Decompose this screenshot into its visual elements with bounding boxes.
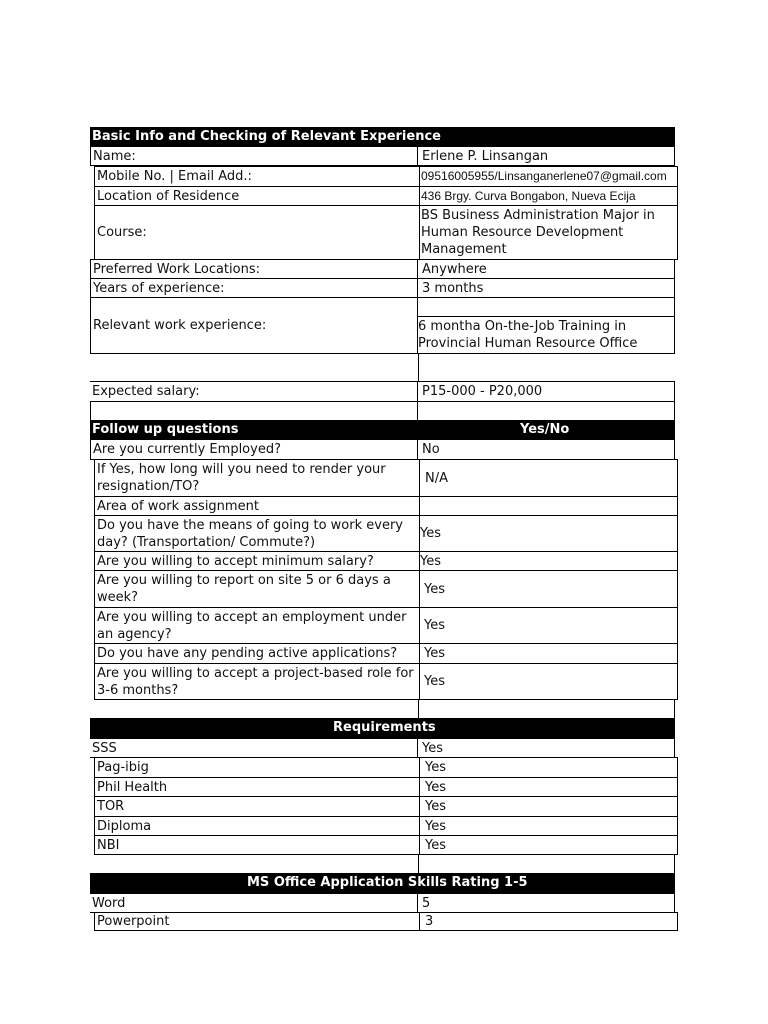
- basic-info-header: [90, 127, 675, 146]
- blank-row-divider: [418, 699, 419, 719]
- locations-label: Preferred Work Locations:: [90, 259, 418, 279]
- followup-answer: Yes: [419, 643, 678, 664]
- salary-blank-left: [90, 401, 418, 421]
- course-value: BS Business Administration Major in Human Resource Development Management: [419, 205, 678, 260]
- followup-answer: Yes: [419, 607, 678, 644]
- blank-row-divider: [418, 854, 419, 874]
- residence-label: Location of Residence: [94, 186, 420, 206]
- skill-rating: 5: [417, 893, 675, 913]
- contact-label: Mobile No. | Email Add.:: [94, 166, 420, 187]
- followup-question: Do you have any pending active applications?: [94, 643, 420, 664]
- requirements-header: [90, 718, 675, 738]
- followup-question: Do you have the means of going to work every day? (Transportation/ Commute?): [94, 515, 420, 552]
- skills-header-text: MS Office Application Skills Rating 1-5: [247, 875, 528, 890]
- followup-header-left: Follow up questions: [92, 422, 239, 437]
- years-value: 3 months: [417, 278, 675, 298]
- requirement-value: Yes: [419, 796, 678, 817]
- followup-answer: N/A: [419, 459, 678, 497]
- followup-answer: Yes: [419, 551, 678, 571]
- followup-answer: Yes: [419, 570, 678, 608]
- requirement-item: Phil Health: [94, 777, 420, 797]
- skill-rating: 3: [419, 912, 678, 931]
- followup-question: Are you willing to accept minimum salary?: [94, 551, 420, 571]
- salary-value: P15-000 - P20,000: [417, 381, 675, 402]
- blank-row-divider: [418, 354, 419, 382]
- followup-question: Are you willing to report on site 5 or 6 days a week?: [94, 570, 420, 608]
- salary-label: Expected salary:: [90, 381, 418, 402]
- residence-value: 436 Brgy. Curva Bongabon, Nueva Ecija: [419, 186, 678, 206]
- name-value: Erlene P. Linsangan: [417, 146, 675, 166]
- followup-question: Are you willing to accept an employment under an agency?: [94, 607, 420, 644]
- locations-value: Anywhere: [417, 259, 675, 279]
- requirement-value: Yes: [419, 816, 678, 836]
- requirement-item: SSS: [90, 738, 418, 758]
- relevant-experience-value: 6 montha On-the-Job Training in Provincial Human Resource Office: [417, 316, 675, 354]
- followup-answer: [419, 496, 678, 516]
- salary-blank-right: [417, 401, 675, 421]
- requirement-value: Yes: [419, 757, 678, 778]
- skill-app: Powerpoint: [94, 912, 420, 931]
- followup-question: Area of work assignment: [94, 496, 420, 516]
- course-label: Course:: [94, 205, 420, 260]
- skills-header: [90, 873, 675, 893]
- followup-answer: No: [417, 439, 675, 460]
- requirement-item: Diploma: [94, 816, 420, 836]
- requirement-item: TOR: [94, 796, 420, 817]
- contact-value: 09516005955/Linsanganerlene07@gmail.com: [419, 166, 678, 187]
- requirement-item: NBI: [94, 835, 420, 855]
- relevant-experience-spacer: [417, 297, 675, 317]
- followup-header: [90, 420, 675, 439]
- followup-question: Are you currently Employed?: [90, 439, 418, 460]
- followup-header-right: Yes/No: [520, 422, 570, 437]
- blank-row-edge: [674, 854, 675, 874]
- requirement-value: Yes: [417, 738, 675, 758]
- basic-info-header-text: Basic Info and Checking of Relevant Experience: [92, 129, 441, 144]
- requirement-value: Yes: [419, 835, 678, 855]
- requirement-item: Pag-ibig: [94, 757, 420, 778]
- name-label: Name:: [90, 146, 418, 166]
- blank-row-edge: [674, 699, 675, 719]
- followup-question: Are you willing to accept a project-based role for 3-6 months?: [94, 663, 420, 700]
- followup-question: If Yes, how long will you need to render your resignation/TO?: [94, 459, 420, 497]
- followup-answer: Yes: [419, 663, 678, 700]
- requirement-value: Yes: [419, 777, 678, 797]
- requirements-header-text: Requirements: [333, 720, 436, 735]
- followup-answer: Yes: [419, 515, 678, 552]
- skill-app: Word: [90, 893, 418, 913]
- relevant-experience-label: Relevant work experience:: [90, 297, 418, 354]
- years-label: Years of experience:: [90, 278, 418, 298]
